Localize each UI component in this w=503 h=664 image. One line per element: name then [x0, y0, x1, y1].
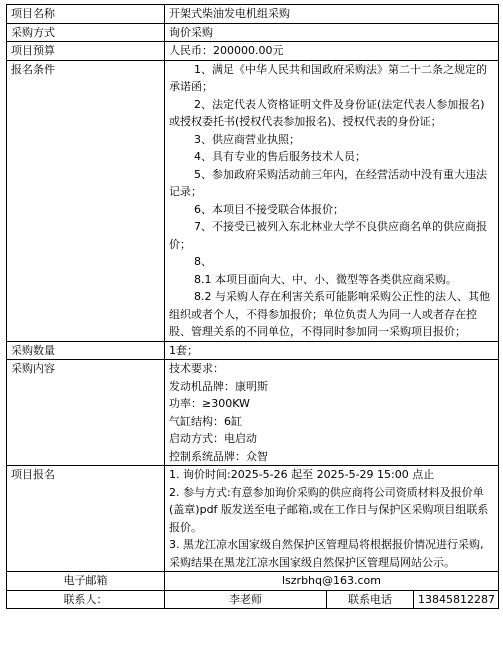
content-value [165, 360, 499, 466]
project-name-label: 项目名称 [7, 5, 165, 24]
condition-item: 8.2 与采购人存在利害关系可能影响采购公正性的法人、其他组织或者个人，不得参加报价；单位负责人为同一人或者存在控股、管理关系的不同单位，不得同时参加同一采购项目报价； [169, 290, 490, 338]
phone-value: 13845812287 [414, 590, 499, 609]
procurement-method-label: 采购方式 [7, 23, 165, 42]
email-value: lszrbhq@163.com [165, 572, 499, 591]
row-procurement-method [7, 23, 499, 42]
phone-label: 联系电话 [327, 590, 414, 609]
registration-item: 1. 询价时间:2025-5-26 起至 2025-5-29 15:00 点止 [169, 468, 435, 481]
registration-value [165, 466, 499, 572]
quantity-value: 1套； [165, 341, 499, 360]
content-line: 控制系统品牌：众智 [169, 449, 268, 463]
conditions-value [165, 60, 499, 341]
condition-item: 8、 [194, 255, 212, 268]
procurement-table [6, 4, 499, 609]
registration-item: 2. 参与方式:有意参加询价采购的供应商将公司资质材料及报价单(盖章)pdf 版发送至电子邮箱,或在工作日与保护区采购项目组联系报价。 [169, 485, 489, 534]
content-line: 功率：≥300KW [169, 397, 250, 410]
content-line: 技术要求： [169, 362, 224, 375]
content-line: 启动方式：电启动 [169, 432, 257, 445]
budget-label: 项目预算 [7, 42, 165, 61]
row-content [7, 360, 499, 466]
condition-item: 1、满足《中华人民共和国政府采购法》第二十二条之规定的承诺函； [169, 62, 487, 93]
budget-value: 人民币：200000.00元 [165, 42, 499, 61]
registration-item: 3. 黑龙江凉水国家级自然保护区管理局将根据报价情况进行采购,采购结果在黑龙江凉水国家级自然保护区管理局网站公示。 [169, 538, 484, 569]
condition-item: 6、本项目不接受联合体报价； [194, 202, 344, 216]
condition-item: 8.1 本项目面向大、中、小、微型等各类供应商采购。 [194, 272, 457, 286]
procurement-method-value: 询价采购 [165, 23, 499, 42]
registration-label: 项目报名 [7, 466, 165, 572]
conditions-label: 报名条件 [7, 60, 165, 341]
row-project-name [7, 5, 499, 24]
row-registration [7, 466, 499, 572]
contact-label: 联系人： [7, 590, 165, 609]
row-conditions [7, 60, 499, 341]
row-email [7, 572, 499, 591]
condition-item: 2、法定代表人资格证明文件及身份证(法定代表人参加报名)或授权委托书(授权代表参加报名)、授权代表的身份证； [169, 97, 485, 128]
condition-item: 7、不接受已被列入东北林业大学不良供应商名单的供应商报价； [169, 220, 487, 251]
content-label: 采购内容 [7, 360, 165, 466]
row-quantity [7, 341, 499, 360]
contact-value: 李老师 [165, 590, 327, 609]
row-budget [7, 42, 499, 61]
condition-item: 5、参加政府采购活动前三年内，在经营活动中没有重大违法记录； [169, 167, 487, 198]
content-line: 气缸结构：6缸 [169, 414, 242, 428]
email-label: 电子邮箱 [7, 572, 165, 591]
row-contact [7, 590, 499, 609]
content-line: 发动机品牌：康明斯 [169, 379, 268, 393]
project-name-value: 开架式柴油发电机组采购 [165, 5, 499, 24]
condition-item: 4、具有专业的售后服务技术人员； [194, 150, 366, 163]
quantity-label: 采购数量 [7, 341, 165, 360]
condition-item: 3、供应商营业执照； [194, 132, 300, 146]
